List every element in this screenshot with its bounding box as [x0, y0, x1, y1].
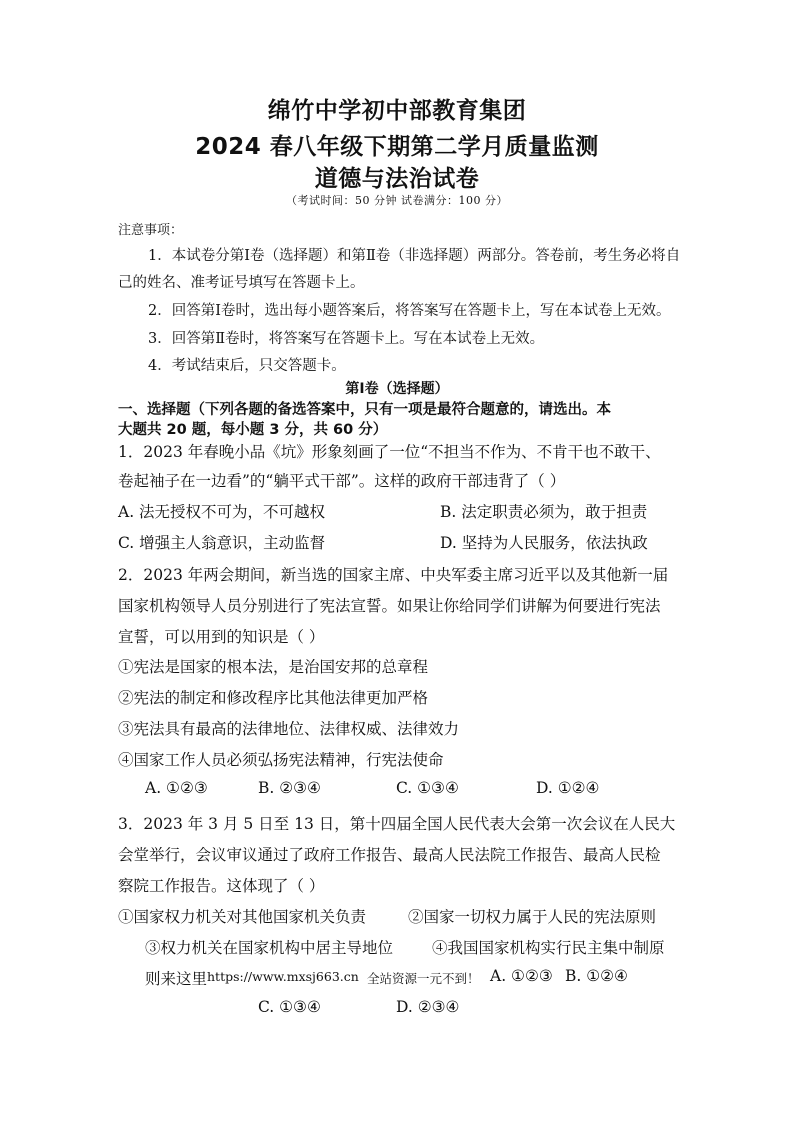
q1-option-a: A. 法无授权不可为，不可越权 — [118, 503, 326, 521]
q1-option-b: B. 法定职责必须为，敢于担责 — [440, 503, 648, 521]
q1-stem: 1．2023 年春晚小品《坑》形象刻画了一位“不担当不作为、不肯干也不敢干、 — [118, 443, 661, 461]
q2-option-a: A. ①②③ — [145, 779, 208, 797]
q2-option-d: D. ①②④ — [536, 779, 600, 797]
notice-item-4: 4．考试结束后，只交答题卡。 — [148, 358, 346, 374]
q3-statement-1: ①国家权力机关对其他国家机关负责 — [118, 908, 367, 926]
q3-option-a: A. ①②③ — [490, 967, 553, 985]
section-instruction: 一、选择题（下列各题的备选答案中，只有一项是最符合题意的，请选出。本 — [118, 402, 611, 418]
exam-title: 2024 春八年级下期第二学月质量监测 — [195, 134, 599, 160]
q1-option-c: C. 增强主人翁意识，主动监督 — [118, 534, 326, 552]
notice-item-2: 2．回答第Ⅰ卷时，选出每小题答案后，将答案写在答题卡上，写在本试卷上无效。 — [148, 303, 671, 319]
q2-statement-1: ①宪法是国家的根本法，是治国安邦的总章程 — [118, 658, 429, 676]
q2-option-c: C. ①③④ — [396, 779, 459, 797]
q3-statement-3: ③权力机关在国家机构中居主导地位 — [145, 939, 394, 957]
q3-statement-4: ④我国国家机构实行民主集中制原 — [432, 939, 665, 957]
school-title: 绵竹中学初中部教育集团 — [267, 98, 527, 124]
notice-item-1: 1．本试卷分第Ⅰ卷（选择题）和第Ⅱ卷（非选择题）两部分。答卷前，考生务必将自 — [148, 248, 681, 264]
q2-option-b: B. ②③④ — [258, 779, 321, 797]
watermark-url: https://www.mxsj663.cn — [207, 969, 359, 984]
q3-option-d: D. ②③④ — [396, 998, 460, 1016]
subject-title: 道德与法治试卷 — [314, 166, 480, 192]
section-title: 第Ⅰ卷（选择题） — [345, 381, 449, 397]
q3-statement-2: ②国家一切权力属于人民的宪法原则 — [408, 908, 657, 926]
notice-item-1-cont: 己的姓名、准考证号填写在答题卡上。 — [118, 275, 365, 291]
q2-stem: 2．2023 年两会期间，新当选的国家主席、中央军委主席习近平以及其他新一届 — [118, 566, 669, 584]
q3-stem-cont-1: 会堂举行，会议审议通过了政府工作报告、最高人民法院工作报告、最高人民检 — [118, 846, 661, 864]
q3-option-b: B. ①②④ — [565, 967, 628, 985]
q1-option-d: D. 坚持为人民服务，依法执政 — [440, 534, 648, 552]
q3-stem: 3．2023 年 3 月 5 日至 13 日，第十四届全国人民代表大会第一次会议在人民大 — [118, 815, 676, 833]
q2-statement-3: ③宪法具有最高的法律地位、法律权威、法律效力 — [118, 720, 460, 738]
q2-statement-4: ④国家工作人员必须弘扬宪法精神，行宪法使命 — [118, 751, 444, 769]
notice-title: 注意事项： — [118, 223, 184, 238]
q2-statement-2: ②宪法的制定和修改程序比其他法律更加严格 — [118, 689, 429, 707]
q2-stem-cont-1: 国家机构领导人员分别进行了宪法宣誓。如果让你给同学们讲解为何要进行宪法 — [118, 597, 661, 615]
exam-info: （考试时间：50 分钟 试卷满分：100 分） — [286, 194, 508, 207]
section-instruction-cont: 大题共 20 题，每小题 3 分，共 60 分） — [118, 422, 388, 438]
q2-stem-cont-2: 宣誓，可以用到的知识是（ ） — [118, 628, 325, 646]
watermark-text: 全站资源一元不到！ — [367, 971, 480, 986]
notice-item-3: 3．回答第Ⅱ卷时，将答案写在答题卡上。写在本试卷上无效。 — [148, 331, 545, 347]
q1-stem-cont: 卷起袖子在一边看”的“躺平式干部”。这样的政府干部违背了（ ） — [118, 472, 566, 490]
q3-statement-4-cont: 则来这里 — [145, 970, 208, 988]
q3-option-c: C. ①③④ — [258, 998, 321, 1016]
q3-stem-cont-2: 察院工作报告。这体现了（ ） — [118, 877, 325, 895]
